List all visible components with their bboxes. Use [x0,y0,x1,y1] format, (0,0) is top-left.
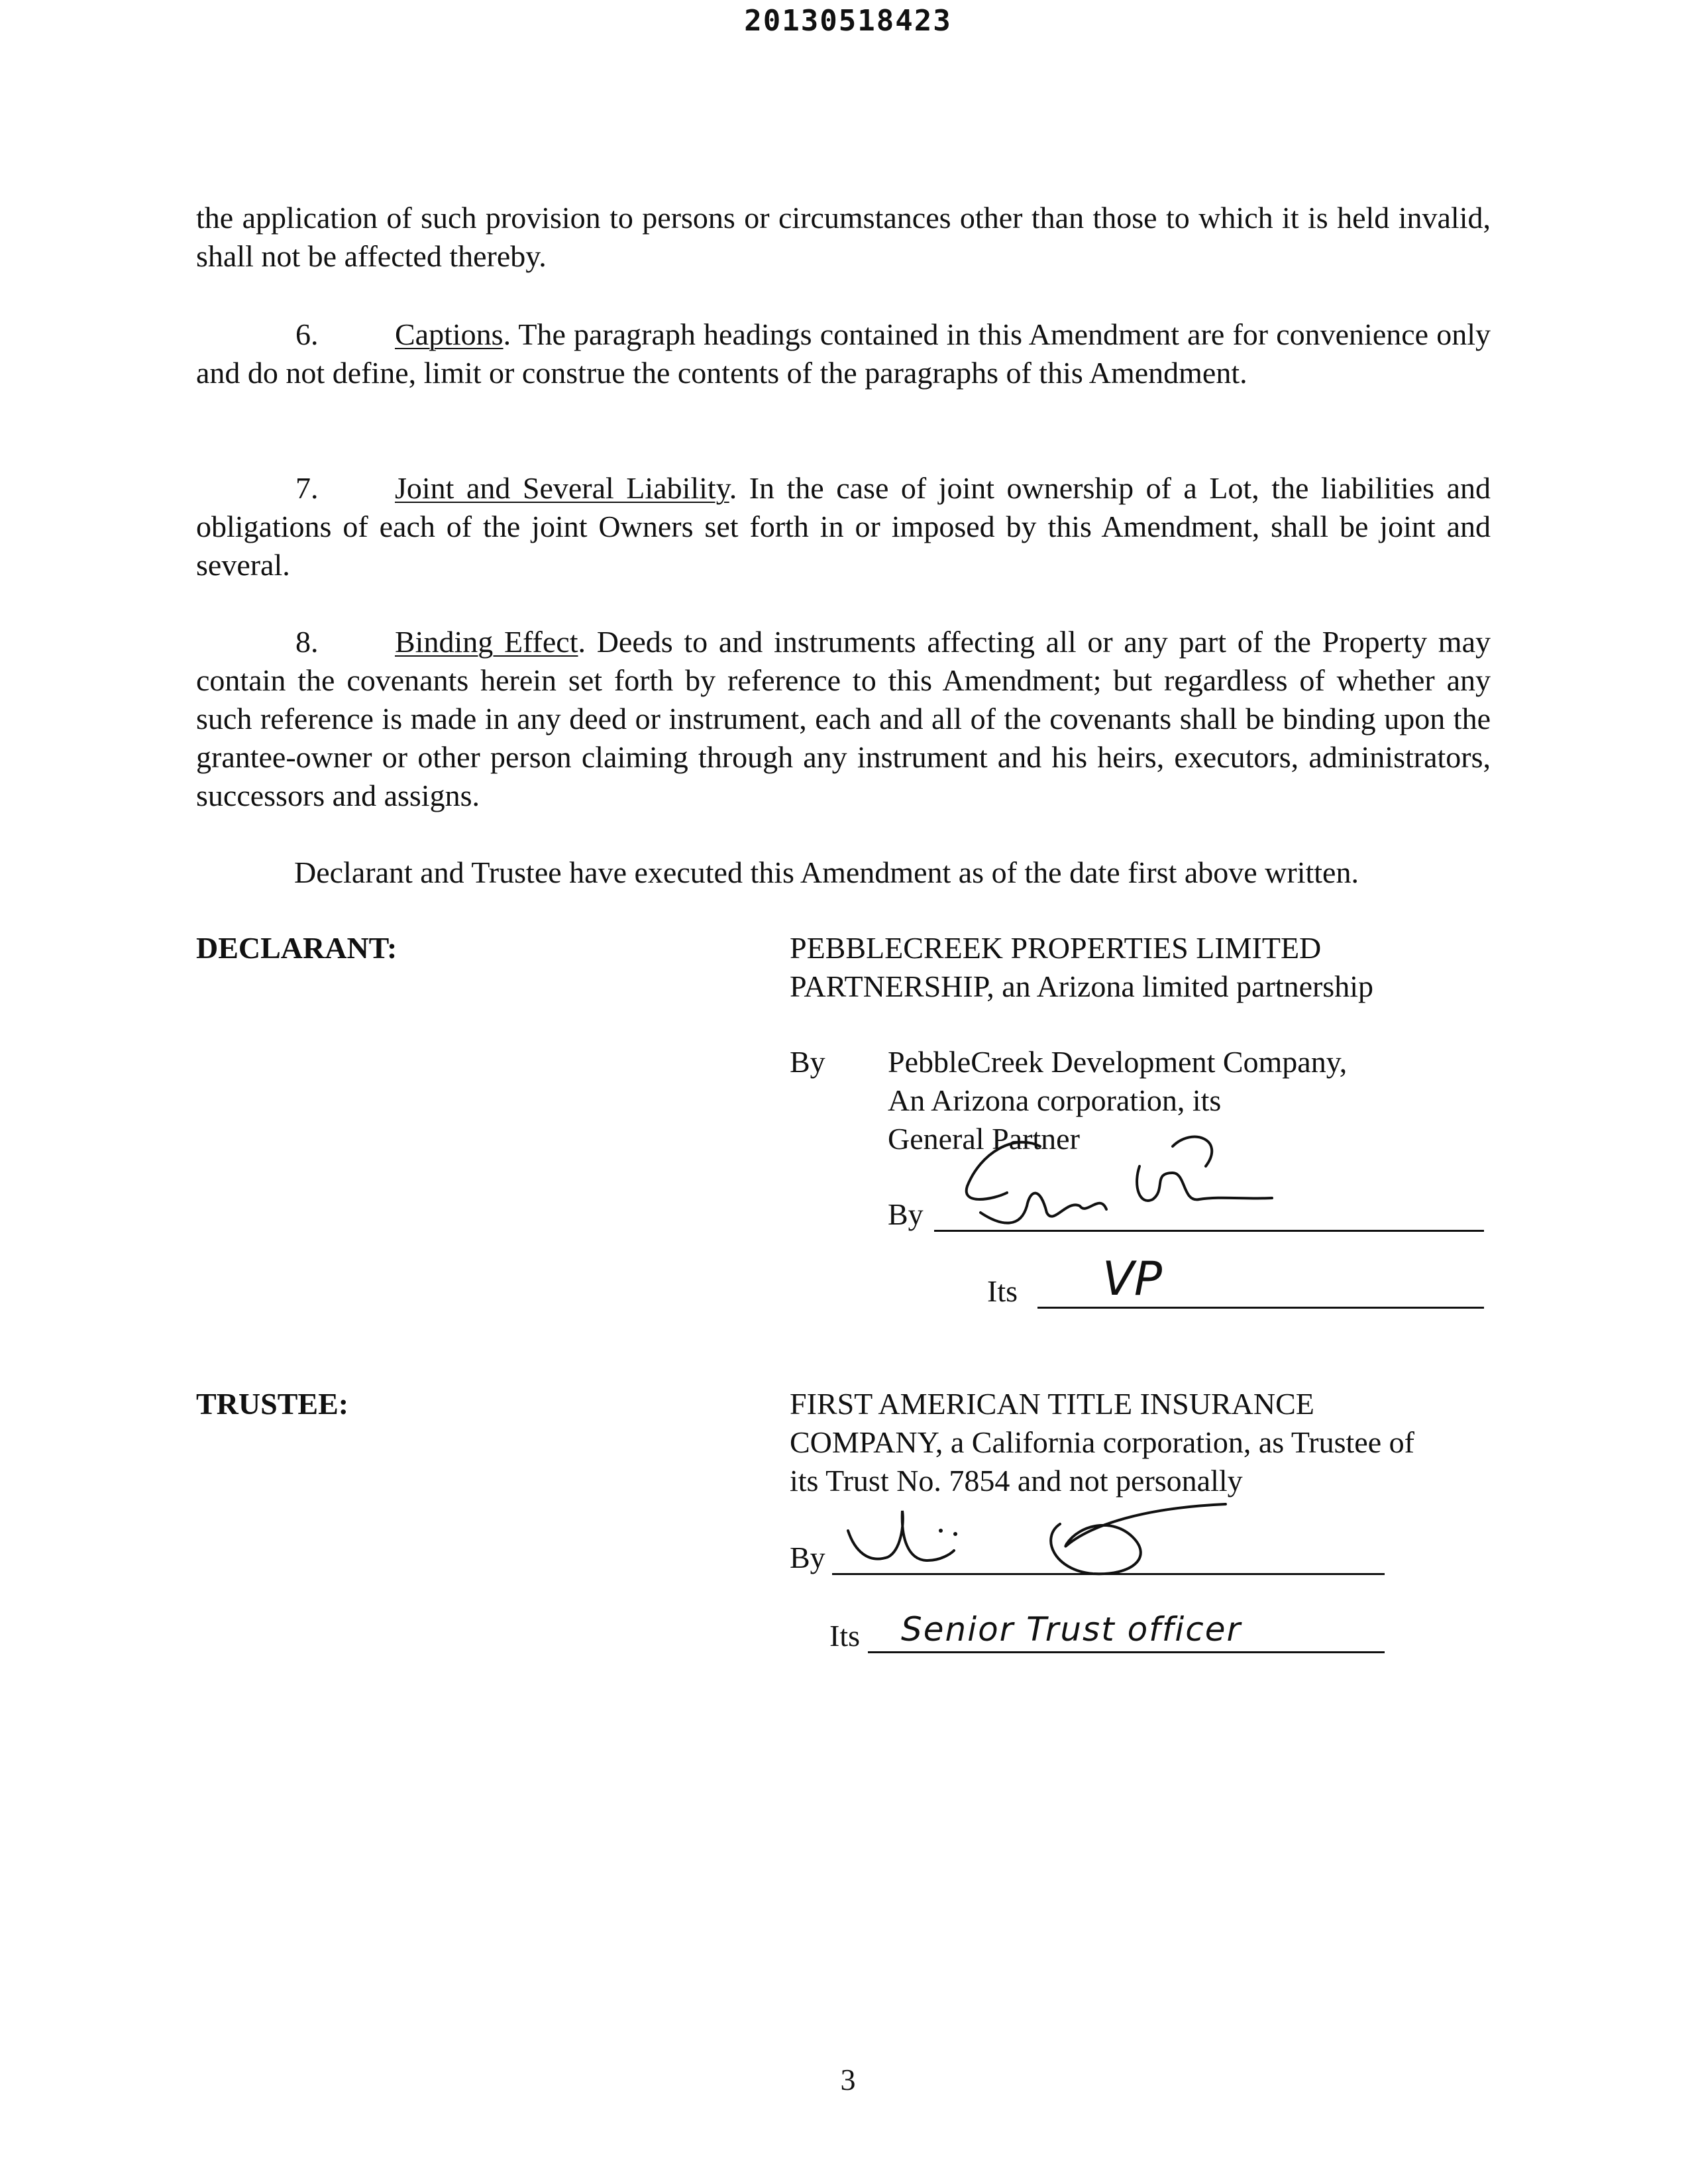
section-text: . The paragraph headings contained in this Amendment are for convenience only and do not define, limit or construe the contents of the paragraphs of this Amendment. [196,317,1491,390]
declarant-entity-line-2: PARTNERSHIP, an Arizona limited partnership [790,969,1373,1003]
declarant-its-label: Its [987,1274,1018,1308]
partner-line-2: An Arizona corporation, its [888,1083,1222,1117]
section-number: 7. [295,471,319,505]
declarant-by-word: By [790,1045,825,1079]
trustee-sig-by-label: By [790,1541,825,1574]
section-text: . Deeds to and instruments affecting all or any part of the Property may contain the covenants herein set forth by reference to this Amendment; but regardless of whether any such reference is made in any deed or instrument, each and all of the covenants shall be binding upon the grantee-owner or other person claiming through any instrument and his heirs, executors, administrators, successors and assigns. [196,625,1491,812]
section-6-paragraph [196,315,1491,392]
continuation-paragraph: the application of such provision to persons or circumstances other than those to which it is held invalid, shall not be affected thereby. [196,201,1491,273]
trustee-line-1: FIRST AMERICAN TITLE INSURANCE [790,1387,1314,1421]
trustee-label: TRUSTEE: [196,1387,349,1421]
trustee-signature [841,1498,1239,1590]
declarant-its-line [1037,1307,1484,1309]
section-7-paragraph [196,469,1491,584]
trustee-line-2: COMPANY, a California corporation, as Trustee of [790,1425,1414,1459]
declarant-entity-line-1: PEBBLECREEK PROPERTIES LIMITED [790,931,1322,965]
section-heading: Joint and Several Liability [395,471,729,505]
partner-line-1: PebbleCreek Development Company, [888,1045,1348,1079]
section-number: 8. [295,625,319,659]
declarant-its-value: VP [1102,1252,1163,1306]
trustee-its-label: Its [829,1619,860,1653]
declarant-sig-by-label: By [888,1197,924,1231]
section-text: . In the case of joint ownership of a Lot, the liabilities and obligations of each of the joint Owners set forth in or imposed by this Amendment, shall be joint and several. [196,471,1491,582]
partner-line-3: General Partner [888,1122,1080,1156]
section-heading: Captions [395,317,504,351]
execution-statement: Declarant and Trustee have executed this Amendment as of the date first above written. [294,855,1359,889]
declarant-label: DECLARANT: [196,931,398,965]
section-heading: Binding Effect [395,625,578,659]
trustee-its-value: Senior Trust officer [901,1610,1242,1649]
section-number: 6. [295,317,319,351]
document-number: 20130518423 [744,4,952,38]
declarant-signature [954,1126,1298,1246]
page-number: 3 [840,2063,856,2097]
trustee-line-3: its Trust No. 7854 and not personally [790,1464,1243,1498]
section-8-paragraph [196,623,1491,815]
